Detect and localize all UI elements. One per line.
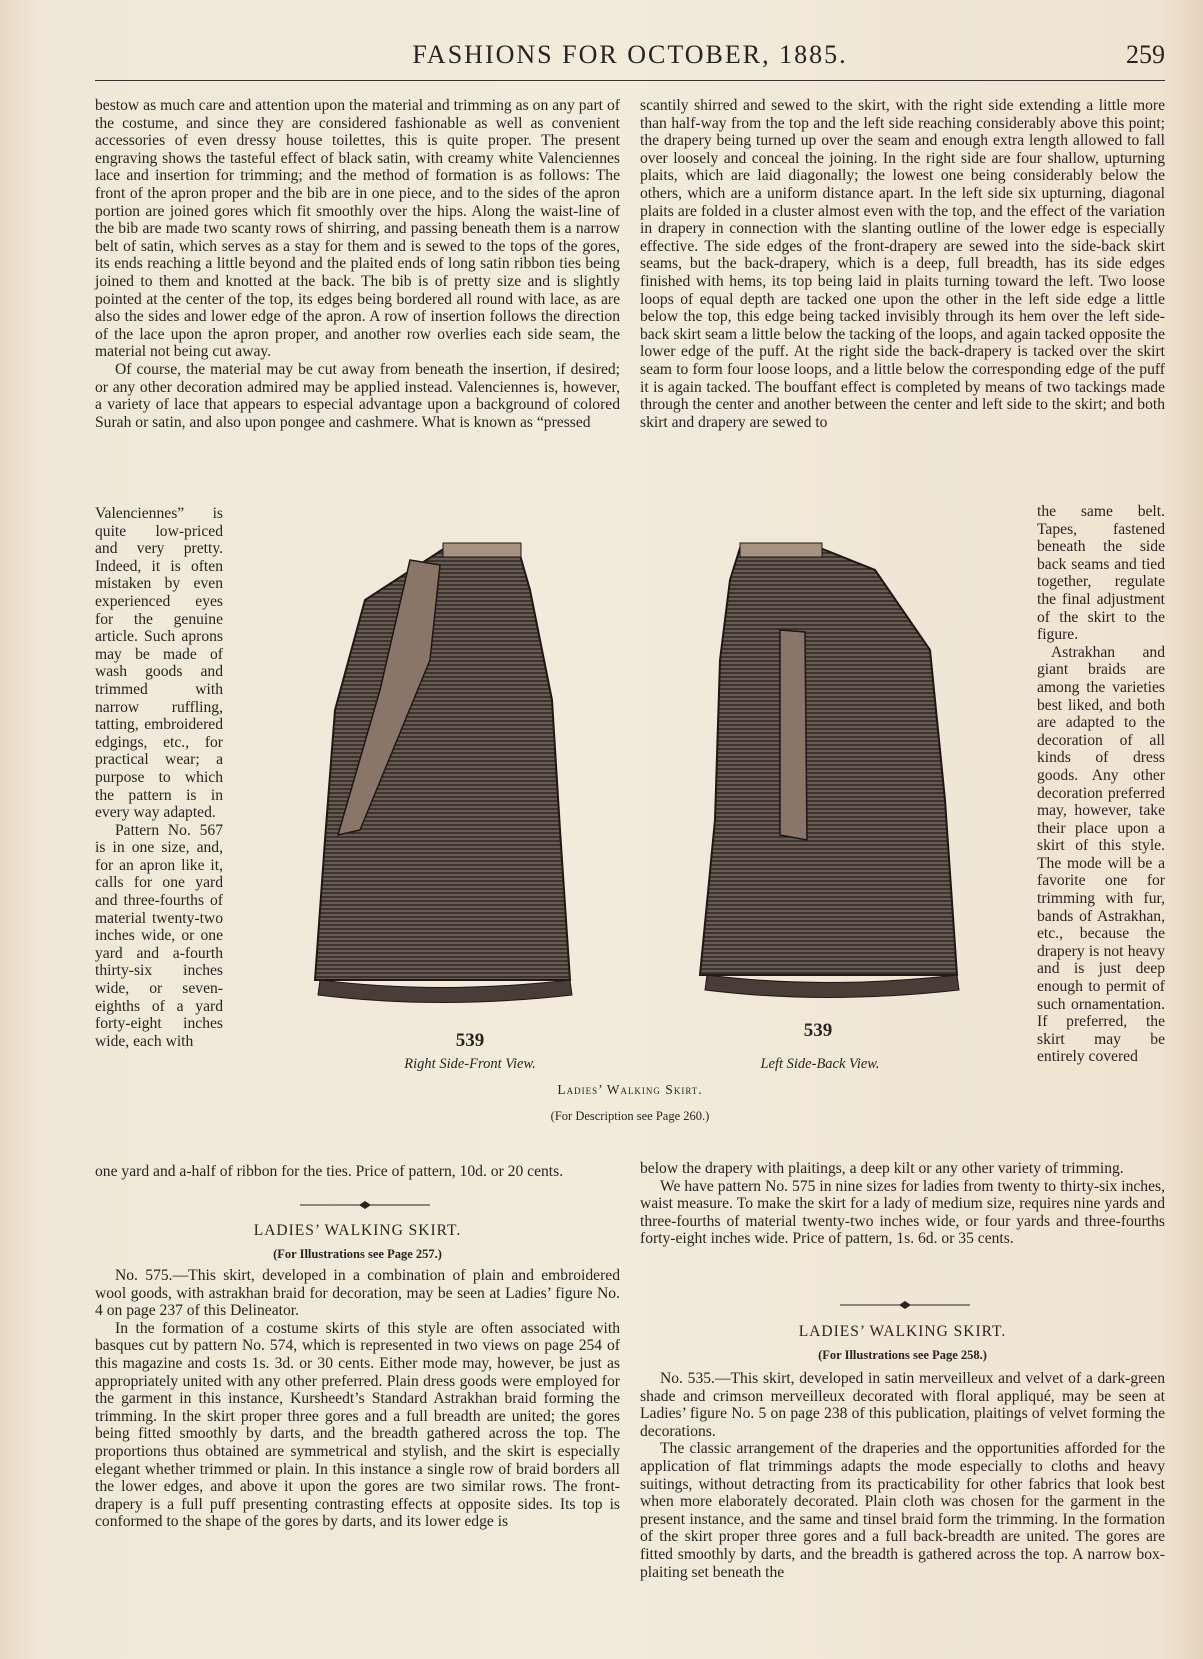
paragraph: No. 575.—This skirt, developed in a combination of plain and embroidered wool goods, with astrakhan braid for decoration, may be seen at Ladies’ figure No. 4 on page 237 of this Delineator. [95,1267,620,1320]
paragraph: scantily shirred and sewed to the skirt, with the right side extending a little more than half-way from the top and the left side reaching considerably above this point; the drapery being turned up over the seam and enough extra length allowed to fall over loosely and conceal the joining. In the right side are four shallow, upturning plaits, which are laid diagonally; the lowest one being considerably below the others, which are a uniform distance apart. In the left side six upturning, diagonal plaits are folded in a cluster almost even with the top, and the effect of the variation in drapery in connection with the slanting outline of the lower edge is especially effective. The side edges of the front-drapery are sewed into the side-back skirt seams, but the back-drapery, which is a deep, full breadth, has its side edges finished with hems, its top being laid in plaits turning toward the left. Two loose loops of equal depth are tacked one upon the other in the left side edge a little below the top, this edge being tacked invisibly through its hem over the left side-back skirt seam a little below the tacking of the loops, and again tacked opposite the lower edge of the puff. At the right side the back-drapery is tacked over the skirt seam to form four loose loops, and a little below the corresponding edge of the puff it is again tacked. The bouffant effect is completed by means of two tackings made through the center and another between the center and left side to the skirt; and both skirt and drapery are sewed to [640,97,1165,431]
left-section-heading: LADIES’ WALKING SKIRT. [253,1222,462,1239]
paragraph: The classic arrangement of the draperies and the opportunities afforded for the application of flat trimmings adapts the mode especially to cloths and heavy suitings, without detracting from its practicability for other fabrics that look best when more elaborately decorated. Plain cloth was chosen for the garment in the present instance, and the same and tinsel braid form the trimming. In the formation of the skirt proper three gores and a full back-breadth are united. The gores are fitted smoothly by darts, and the breadth is gathered across the top. A narrow box-plaiting set beneath the [640,1440,1165,1581]
right-section-body [640,1370,1165,1581]
paragraph: In the formation of a costume skirts of this style are often associated with basques cut by pattern No. 574, which is represented in two views on page 254 of this magazine and costs 1s. 3d. or 30 cents. Either mode may, however, be just as appropriately united with any other preferred. Plain dress goods were employed for the garment in this instance, Kursheedt’s Standard Astrakhan braid forming the trimming. In the skirt proper three gores and a full breadth are united; the gores being fitted smoothly by darts, and the breadth gathered across the top. The proportions thus obtained are symmetrical and stylish, and the skirt is especially elegant whether trimmed or plain. In this instance a single row of braid borders all the lower edges, and above it upon the gores are two similar rows. The front-drapery is a full puff presenting contrasting effects at opposite sides. Its top is conformed to the shape of the gores by darts, and its lower edge is [95,1319,620,1531]
left-narrow-wrap [95,505,223,1050]
left-figure-number: 539 [455,1030,485,1051]
right-narrow-wrap [1037,503,1165,1066]
page-number: 259 [1126,40,1165,69]
figure-note: (For Description see Page 260.) [550,1109,710,1123]
left-column-top [95,97,620,431]
paragraph: Of course, the material may be cut away from beneath the insertion, if desired; or any other decoration admired may be applied instead. Valenciennes is, however, a variety of lace that appears to especial advantage upon a background of colored Surah or satin, and also upon pongee and cashmere. What is known as “pressed [95,360,620,431]
running-title: FASHIONS FOR OCTOBER, 1885. [412,40,848,69]
figure-title: Ladies’ Walking Skirt. [557,1082,703,1097]
right-after-figure [640,1160,1165,1248]
section-ornament [300,1200,430,1210]
paragraph: below the drapery with plaitings, a deep kilt or any other variety of trimming. [640,1160,1124,1177]
paragraph: Astrakhan and giant braids are among the varieties best liked, and both are adapted to the decoration of all kinds of dress goods. Any other decoration preferred may, however, take their place upon a skirt of this style. The mode will be a favorite one for trimming with fur, bands of Astrakhan, etc., because the drapery is not heavy and is just deep enough to permit of such ornamentation. If preferred, the skirt may be entirely covered [1037,643,1165,1066]
right-figure-caption: Left Side-Back View. [760,1056,880,1072]
section-ornament [840,1300,970,1310]
paragraph: bestow as much care and attention upon the material and trimming as on any part of the costume, and since they are considered fashionable as well as convenient accessories of even dressy house toilettes, this is quite proper. The present engraving shows the tasteful effect of black satin, with creamy white Valenciennes lace and insertion for trimming; and the method of formation is as follows: The front of the apron proper and the bib are in one piece, and to the sides of the apron portion are joined gores which fit smoothly over the hips. Along the waist-line of the bib are made two scanty rows of shirring, and passing beneath them is a narrow belt of satin, which serves as a stay for them and is sewed to the tops of the gores, its ends reaching a little beyond and the plaited ends of long satin ribbon ties being joined to them and knotted at the back. The bib is of pretty size and is slightly pointed at the center of the top, its edges being bordered all round with lace, as are also the sides and lower edge of the apron. A row of insertion follows the direction of the lace upon the apron proper, and another row overlies each side seam, the material not being cut away. [95,97,620,361]
right-figure-number: 539 [803,1020,833,1041]
left-figure-caption: Right Side-Front View. [404,1056,536,1072]
paragraph: No. 535.—This skirt, developed in satin merveilleux and velvet of a dark-green shade and crimson merveilleux decorated with floral appliqué, may be seen at Ladies’ figure No. 5 on page 238 of this publication, plaitings of velvet forming the decorations. [640,1370,1165,1440]
left-section-body [95,1267,620,1531]
left-section-subhead: (For Illustrations see Page 257.) [273,1247,442,1261]
paragraph: Valenciennes” is quite low-priced and very pretty. Indeed, it is often mistaken by even experienced eyes for the genuine article. Such aprons may be made of wash goods and trimmed with narrow ruffling, tatting, embroidered edgings, etc., for practical wear; a purpose to which the pattern is in every way adapted. [95,505,223,822]
right-section-subhead: (For Illustrations see Page 258.) [818,1348,987,1362]
left-after-figure [95,1163,620,1181]
right-section-heading: LADIES’ WALKING SKIRT. [798,1323,1007,1340]
paragraph: Pattern No. 567 is in one size, and, for an apron like it, calls for one yard and three-fourths of material twenty-two inches wide, or one yard and a-fourth thirty-six inches wide, or seven-eighths of a yard forty-eight inches wide, each with [95,821,223,1050]
paragraph: We have pattern No. 575 in nine sizes for ladies from twenty to thirty-six inches, waist measure. To make the skirt for a lady of medium size, requires nine yards and three-fourths of material twenty-two inches wide, or four yards and three-fourths forty-eight inches wide. Price of pattern, 1s. 6d. or 35 cents. [640,1177,1165,1248]
page-header [95,40,1165,74]
paragraph: one yard and a-half of ribbon for the ties. Price of pattern, 10d. or 20 cents. [95,1163,564,1180]
header-rule [95,80,1165,81]
skirt-front-illustration [290,540,580,1015]
right-column-top [640,97,1165,431]
paragraph: the same belt. Tapes, fastened beneath the side back seams and tied together, regulate the final adjustment of the skirt to the figure. [1037,503,1165,644]
skirt-back-illustration [695,540,975,1010]
